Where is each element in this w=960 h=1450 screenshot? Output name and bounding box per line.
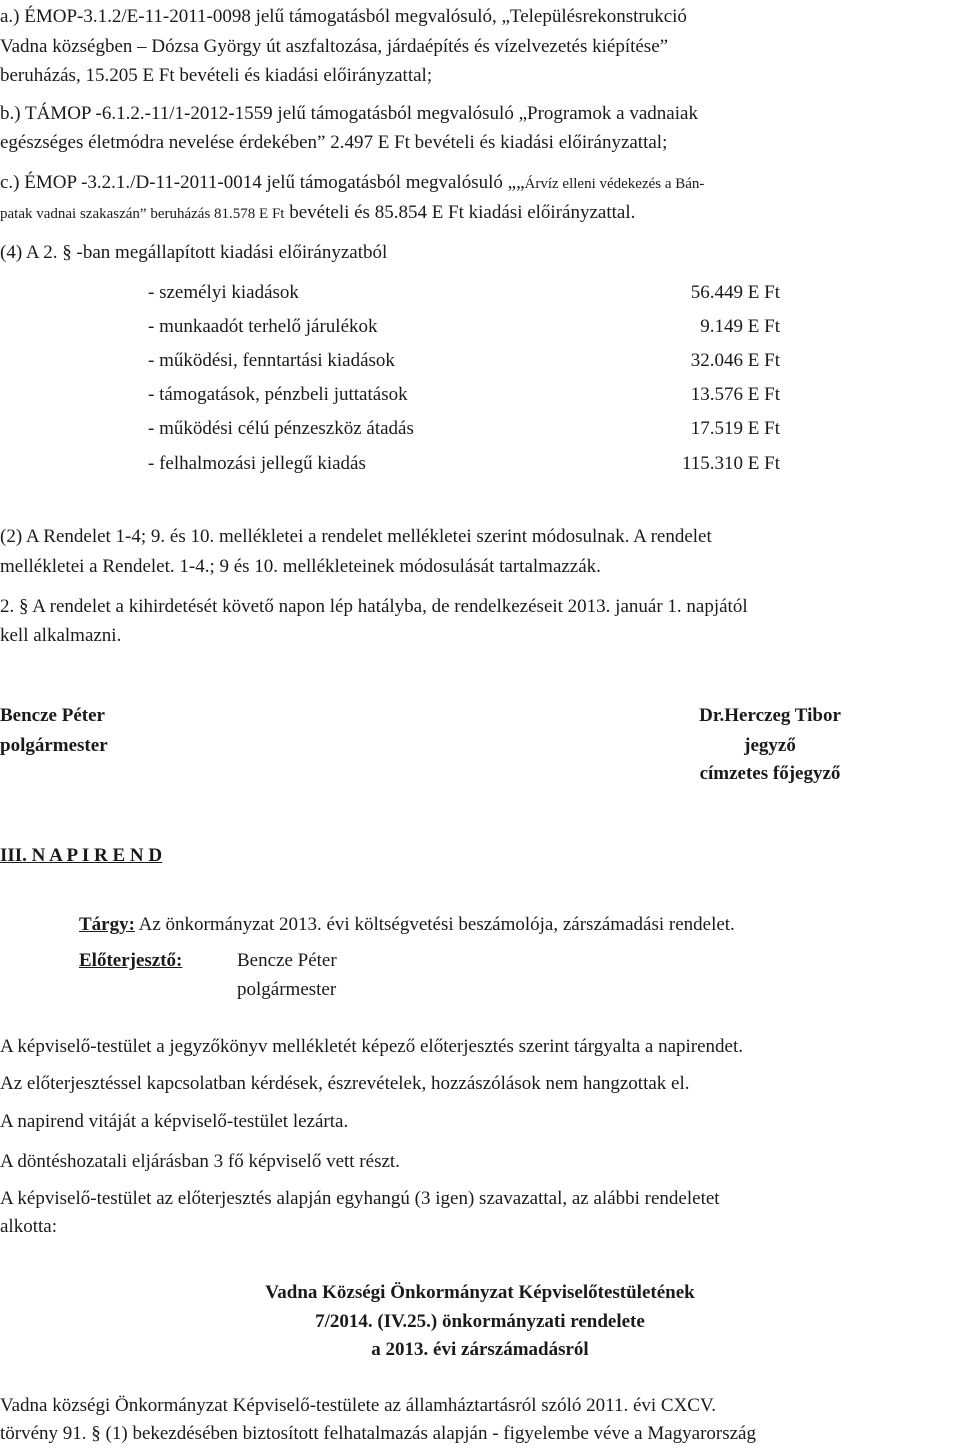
agenda-presenter-label: Előterjesztő: bbox=[79, 950, 183, 971]
minutes-p5-line1: A képviselő-testület az előterjesztés alapján egyhangú (3 igen) szavazattal, az alábbi rendeletet bbox=[0, 1188, 720, 1209]
signature-right-title2: címzetes főjegyző bbox=[699, 763, 841, 784]
item-a-line1: a.) ÉMOP-3.1.2/E-11-2011-0098 jelű támogatásból megvalósuló, „Településrekonstrukció bbox=[0, 6, 687, 27]
expenditure-label: - támogatások, pénzbeli juttatások bbox=[148, 384, 408, 405]
expenditure-label: - működési célú pénzeszköz átadás bbox=[148, 418, 414, 439]
preamble-line1: Vadna községi Önkormányzat Képviselő-testülete az államháztartásról szóló 2011. évi CXCV. bbox=[0, 1395, 716, 1416]
minutes-p1: A képviselő-testület a jegyzőkönyv mellékletét képező előterjesztés szerint tárgyalta a napirendet. bbox=[0, 1036, 744, 1057]
item-c-line1 bbox=[0, 170, 704, 197]
expenditure-label: - munkaadót terhelő járulékok bbox=[148, 316, 378, 337]
para2-line2: mellékletei a Rendelet. 1-4.; 9 és 10. mellékleteinek módosulását tartalmazzák. bbox=[0, 556, 601, 577]
expenditure-row bbox=[148, 416, 788, 442]
item-c-line1-text: c.) ÉMOP -3.2.1./D-11-2011-0014 jelű támogatásból megvalósuló „„ bbox=[0, 172, 525, 193]
expenditure-amount: 115.310 E Ft bbox=[682, 453, 780, 474]
signature-left-name: Bencze Péter bbox=[0, 705, 105, 726]
para2-line1: (2) A Rendelet 1-4; 9. és 10. mellékletei a rendelet mellékletei szerint módosulnak. A rendelet bbox=[0, 526, 712, 547]
item-c-line2 bbox=[0, 200, 635, 227]
item-c-line2-small: patak vadnai szakaszán” beruházás 81.578 E Ft bbox=[0, 206, 285, 222]
item-c-line2-text: bevételi és 85.854 E Ft kiadási előirányzattal. bbox=[284, 202, 636, 223]
agenda-subject-text: Az önkormányzat 2013. évi költségvetési beszámolója, zárszámadási rendelet. bbox=[134, 914, 735, 935]
minutes-p5-line2: alkotta: bbox=[0, 1216, 57, 1237]
decree-title-line2: 7/2014. (IV.25.) önkormányzati rendelete bbox=[315, 1311, 645, 1332]
expenditure-row bbox=[148, 382, 788, 408]
expenditure-row bbox=[148, 280, 788, 306]
signature-right-title1: jegyző bbox=[744, 735, 796, 756]
expenditure-row bbox=[148, 348, 788, 374]
expenditure-amount: 32.046 E Ft bbox=[690, 350, 780, 371]
signature-left-title: polgármester bbox=[0, 735, 108, 756]
expenditure-row bbox=[148, 451, 788, 477]
item-a-line3: beruházás, 15.205 E Ft bevételi és kiadási előirányzattal; bbox=[0, 65, 433, 86]
expenditure-label: - személyi kiadások bbox=[148, 282, 299, 303]
signature-right-name: Dr.Herczeg Tibor bbox=[699, 705, 841, 726]
section4-heading: (4) A 2. § -ban megállapított kiadási előirányzatból bbox=[0, 242, 388, 263]
minutes-p2: Az előterjesztéssel kapcsolatban kérdések, észrevételek, hozzászólások nem hangzottak el. bbox=[0, 1073, 690, 1094]
minutes-p4: A döntéshozatali eljárásban 3 fő képviselő vett részt. bbox=[0, 1151, 400, 1172]
item-c-project-name: Árvíz elleni védekezés a Bán- bbox=[524, 176, 705, 192]
agenda-subject-label: Tárgy: bbox=[79, 914, 135, 935]
decree-title-line1: Vadna Községi Önkormányzat Képviselőtestületének bbox=[265, 1282, 695, 1303]
item-b-line2: egészséges életmódra nevelése érdekében” 2.497 E Ft bevételi és kiadási előirányzattal; bbox=[0, 132, 668, 153]
agenda-heading: III. N A P I R E N D bbox=[0, 845, 163, 866]
expenditure-label: - működési, fenntartási kiadások bbox=[148, 350, 395, 371]
agenda-presenter-name: Bencze Péter bbox=[237, 950, 337, 971]
preamble-line2: törvény 91. § (1) bekezdésében biztosított felhatalmazás alapján - figyelembe véve a Magyarország bbox=[0, 1423, 756, 1444]
expenditure-amount: 56.449 E Ft bbox=[690, 282, 780, 303]
item-b-line1: b.) TÁMOP -6.1.2.-11/1-2012-1559 jelű támogatásból megvalósuló „Programok a vadnaiak bbox=[0, 103, 698, 124]
expenditure-amount: 13.576 E Ft bbox=[690, 384, 780, 405]
minutes-p3: A napirend vitáját a képviselő-testület lezárta. bbox=[0, 1111, 349, 1132]
expenditure-row bbox=[148, 314, 788, 340]
expenditure-label: - felhalmozási jellegű kiadás bbox=[148, 453, 366, 474]
expenditure-amount: 17.519 E Ft bbox=[690, 418, 780, 439]
item-a-line2: Vadna községben – Dózsa György út aszfaltozása, járdaépítés és vízelvezetés kiépítése” bbox=[0, 36, 669, 57]
agenda-presenter-title: polgármester bbox=[237, 979, 337, 1000]
agenda-subject bbox=[79, 912, 735, 938]
effect-line1: 2. § A rendelet a kihirdetését követő napon lép hatályba, de rendelkezéseit 2013. január 1. napjától bbox=[0, 596, 748, 617]
decree-title-line3: a 2013. évi zárszámadásról bbox=[371, 1339, 589, 1360]
effect-line2: kell alkalmazni. bbox=[0, 625, 122, 646]
expenditure-amount: 9.149 E Ft bbox=[700, 316, 780, 337]
